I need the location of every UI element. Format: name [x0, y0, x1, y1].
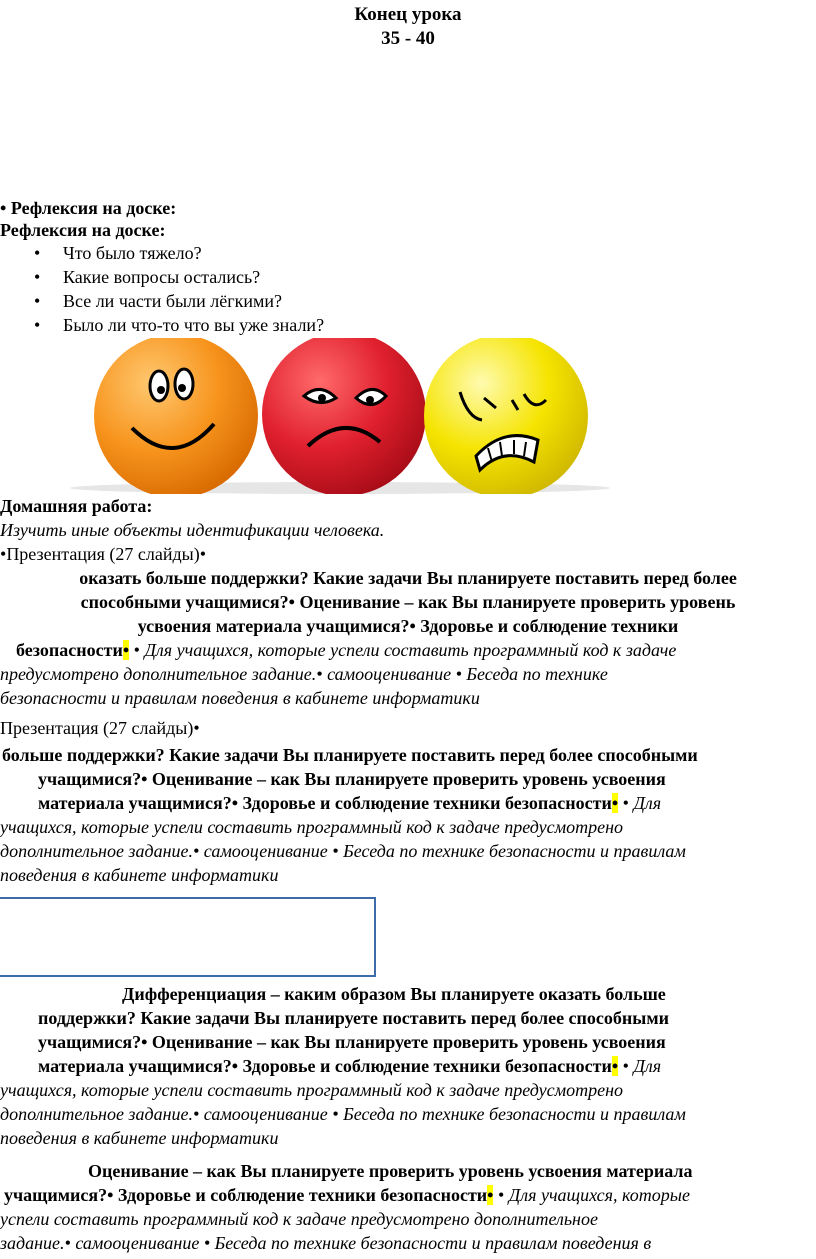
block3-line1: Дифференциация – каким образом Вы планируете оказать больше [122, 984, 666, 1004]
bullet-dot-icon: • [622, 793, 629, 813]
highlighted-dot-icon: • [487, 1185, 494, 1205]
bullet-dot-icon: • [332, 841, 339, 861]
block1-line5 [0, 663, 608, 686]
text: учащимися? [38, 1032, 142, 1052]
text: предусмотрено дополнительное задание. [0, 664, 317, 684]
bullet-dot-icon: • [203, 1233, 211, 1253]
block3-line3 [38, 1031, 666, 1054]
list-bullet: • [34, 291, 41, 311]
text: самооценивание [327, 664, 452, 684]
question-text: Что было тяжело? [63, 243, 202, 263]
block1-line1: оказать больше поддержки? Какие задачи Вы планируете поставить перед более [79, 568, 737, 588]
text: Оценивание – как Вы планируете проверить уровень усвоения [151, 769, 666, 789]
highlighted-dot-icon: • [122, 640, 130, 660]
block1-line4 [16, 639, 676, 662]
block4-line2 [4, 1184, 690, 1207]
bullet-dot-icon: • [192, 841, 200, 861]
text: дополнительное задание. [0, 1104, 193, 1124]
reflection-heading-text: Рефлексия на доске: [10, 198, 177, 218]
reflection-heading-with-dot [0, 197, 176, 220]
bullet-dot-icon: • [622, 1056, 629, 1076]
text: Оценивание – как Вы планируете проверить уровень [299, 592, 736, 612]
presentation-line [0, 543, 206, 566]
bullet-dot-icon: • [141, 769, 148, 789]
block4-line3: успели составить программный код к задаче предусмотрено дополнительное [0, 1209, 598, 1229]
list-bullet: • [34, 315, 41, 335]
block2-line2 [38, 768, 666, 791]
block1-line2 [0, 591, 816, 614]
list-item [0, 290, 500, 314]
block2-presentation [0, 717, 200, 740]
bullet-dot-icon: • [455, 664, 462, 684]
text: задание. [0, 1233, 65, 1253]
text: самооценивание [203, 841, 328, 861]
presentation-text: Презентация (27 слайды) [6, 544, 200, 564]
question-text: Какие вопросы остались? [63, 267, 261, 287]
text: Беседа по технике безопасности и правилам [343, 1104, 686, 1124]
text: Здоровье и соблюдение техники безопасности [117, 1185, 488, 1205]
text: учащимися? [4, 1185, 108, 1205]
bullet-dot-icon: • [332, 1104, 339, 1124]
text: Беседа по технике [466, 664, 608, 684]
text: Презентация (27 слайды) [0, 718, 194, 738]
homework-heading: Домашняя работа: [0, 496, 153, 516]
block4-line1: Оценивание – как Вы планируете проверить уровень усвоения материала [88, 1161, 693, 1181]
block3-line6 [0, 1103, 686, 1126]
list-item [0, 314, 500, 338]
sad-face-icon [262, 338, 426, 494]
highlighted-dot-icon: • [611, 793, 619, 813]
bullet-dot-icon: • [193, 718, 200, 738]
bullet-dot-icon: • [0, 198, 7, 218]
bullet-dot-icon: • [64, 1233, 71, 1253]
lesson-time-range: 35 - 40 [381, 28, 435, 49]
text: Здоровье и соблюдение техники безопасности [242, 793, 612, 813]
bullet-dot-icon: • [0, 544, 7, 564]
block2-line4: учащихся, которые успели составить программный код к задаче предусмотрено [0, 817, 623, 837]
block1-line6: безопасности и правилам поведения в кабинете информатики [0, 688, 480, 708]
bullet-dot-icon: • [192, 1104, 200, 1124]
list-item [0, 242, 500, 266]
bullet-dot-icon: • [133, 640, 140, 660]
block2-line6: поведения в кабинете информатики [0, 865, 279, 885]
text: Для [633, 1056, 662, 1076]
text: Беседа по технике безопасности и правилам поведения в [214, 1233, 652, 1253]
text: материала учащимися? [38, 1056, 232, 1076]
text: способными учащимися? [80, 592, 289, 612]
block1-line3 [0, 615, 816, 638]
bullet-dot-icon: • [107, 1185, 114, 1205]
angry-face-icon [424, 338, 588, 494]
list-bullet: • [34, 243, 41, 263]
block4-line4 [0, 1232, 651, 1255]
empty-text-box [0, 897, 376, 977]
bullet-dot-icon: • [231, 1056, 239, 1076]
text: Оценивание – как Вы планируете проверить уровень усвоения [151, 1032, 666, 1052]
highlighted-dot-icon: • [611, 1056, 619, 1076]
block2-line5 [0, 840, 686, 863]
bullet-dot-icon: • [316, 664, 323, 684]
bullet-dot-icon: • [231, 793, 239, 813]
bullet-dot-icon: • [409, 616, 416, 636]
question-text: Было ли что-то что вы уже знали? [63, 315, 325, 335]
block3-line5: учащихся, которые успели составить программный код к задаче предусмотрено [0, 1080, 623, 1100]
text: усвоения материала учащимися? [137, 616, 410, 636]
bullet-dot-icon: • [141, 1032, 148, 1052]
bullet-dot-icon: • [199, 544, 207, 564]
block3-line4 [38, 1055, 661, 1078]
bullet-dot-icon: • [288, 592, 295, 612]
lesson-end-title: Конец урока [354, 4, 462, 25]
text: Беседа по технике безопасности и правилам [343, 841, 686, 861]
text: Для учащихся, которые успели составить программный код к задаче [144, 640, 677, 660]
list-item [0, 266, 500, 290]
text: самооценивание [75, 1233, 200, 1253]
reflection-question-list [0, 242, 500, 338]
happy-face-icon [94, 338, 258, 494]
text: учащимися? [38, 769, 142, 789]
text: безопасности [16, 640, 123, 660]
block2-line3 [38, 792, 661, 815]
text: Для [633, 793, 662, 813]
text: Здоровье и соблюдение техники безопасности [242, 1056, 612, 1076]
text: дополнительное задание. [0, 841, 193, 861]
text: материала учащимися? [38, 793, 232, 813]
question-text: Все ли части были лёгкими? [63, 291, 282, 311]
block3-line7: поведения в кабинете информатики [0, 1128, 279, 1148]
text: Для учащихся, которые [508, 1185, 690, 1205]
reflection-heading: Рефлексия на доске: [0, 220, 166, 240]
bullet-dot-icon: • [497, 1185, 505, 1205]
block3-line2: поддержки? Какие задачи Вы планируете поставить перед более способными [38, 1008, 669, 1028]
text: Здоровье и соблюдение техники [420, 616, 679, 636]
block2-line1: больше поддержки? Какие задачи Вы планируете поставить перед более способными [2, 745, 698, 765]
emotion-balls-image [64, 338, 616, 494]
homework-task: Изучить иные объекты идентификации человека. [0, 520, 385, 540]
text: самооценивание [203, 1104, 328, 1124]
list-bullet: • [34, 267, 41, 287]
